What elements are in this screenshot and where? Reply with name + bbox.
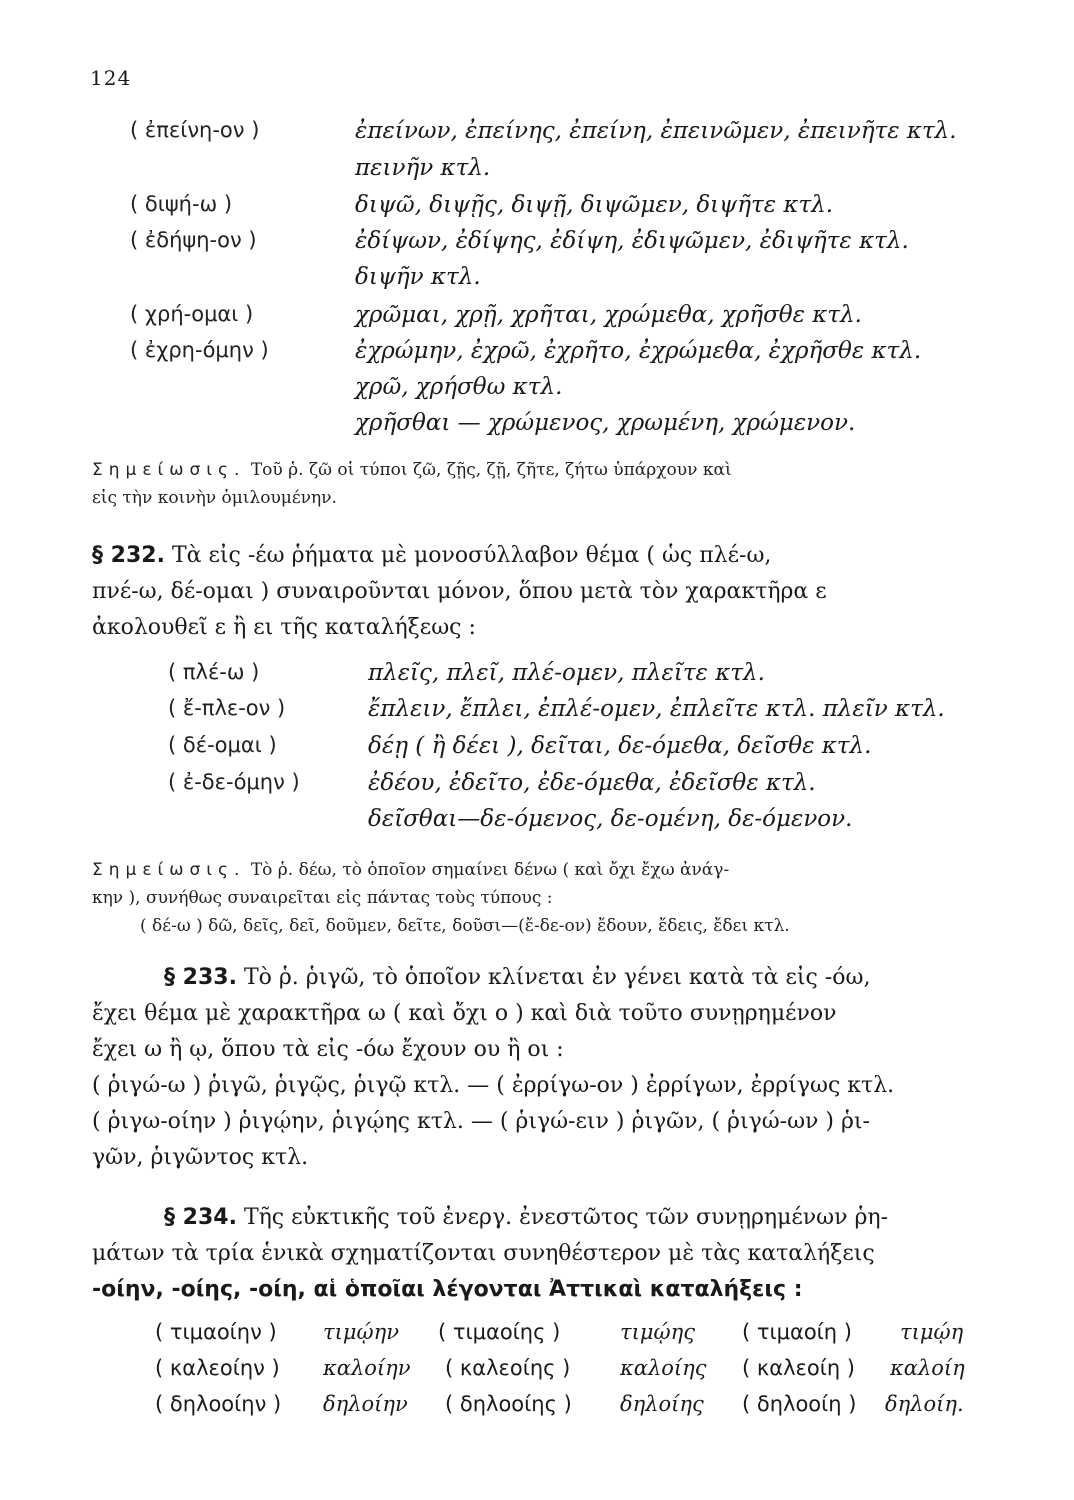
section-text: μάτων τὰ τρία ἑνικὰ σχηματίζονται συνηθέστερον μὲ τὰς καταλήξεις — [92, 1241, 875, 1266]
table-cell: ( καλεοίης ) — [445, 1356, 571, 1380]
section-text: Τὰ εἰς -έω ῥήματα μὲ μονοσύλλαβον θέμα ( ὡς πλέ-ω, — [171, 543, 772, 568]
section-text: ἀκολουθεῖ ε ἢ ει τῆς καταλήξεως : — [92, 615, 476, 640]
table-cell: ( καλεοίη ) — [742, 1356, 855, 1380]
note-2 — [92, 856, 790, 940]
conj-forms: πλεῖς, πλεῖ, πλέ-ομεν, πλεῖτε κτλ. — [368, 660, 765, 686]
conj-forms: δέῃ ( ἢ δέει ), δεῖται, δε-όμεθα, δεῖσθε κτλ. — [368, 733, 872, 759]
section-number: § 233. — [164, 965, 237, 990]
section-text: Τὸ ῥ. ῥιγῶ, τὸ ὁποῖον κλίνεται ἐν γένει κατὰ τὰ εἰς -όω, — [243, 965, 871, 990]
table-cell: καλοίη — [890, 1356, 965, 1380]
table-cell: ( δηλοοίης ) — [445, 1392, 572, 1416]
table-cell: ( καλεοίην ) — [155, 1356, 280, 1380]
section-234 — [92, 1200, 974, 1308]
table-cell: ( δηλοοίη ) — [742, 1392, 857, 1416]
section-text: ( ῥιγω-οίην ) ῥιγῴην, ῥιγῴης κτλ. — ( ῥιγώ-ειν ) ῥιγῶν, ( ῥιγώ-ων ) ῥι- — [92, 1109, 870, 1134]
note-lead: Σημείωσις. — [92, 860, 246, 880]
conj-label: ( ἐπείνη-ον ) — [130, 118, 260, 142]
section-number: § 232. — [92, 543, 165, 568]
section-text: ( ῥιγώ-ω ) ῥιγῶ, ῥιγῷς, ῥιγῷ κτλ. — ( ἐρρίγω-ον ) ἐρρίγων, ἐρρίγως κτλ. — [92, 1073, 895, 1098]
conj-forms: χρῆσθαι — χρώμενος, χρωμένη, χρώμενον. — [355, 410, 856, 436]
table-cell: ( δηλοοίην ) — [155, 1392, 282, 1416]
table-cell: καλοίην — [323, 1356, 411, 1380]
note-text: Τοῦ ῥ. ζῶ οἱ τύποι ζῶ, ζῇς, ζῇ, ζῆτε, ζήτω ὑπάρχουν καὶ — [250, 460, 732, 480]
conj-label: ( διψή-ω ) — [130, 192, 233, 216]
conj-label: ( χρή-ομαι ) — [130, 302, 254, 326]
table-cell: ( τιμαοίη ) — [742, 1320, 852, 1344]
table-cell: τιμῴης — [620, 1320, 695, 1344]
note-text: Τὸ ῥ. δέω, τὸ ὁποῖον σημαίνει δένω ( καὶ ὄχι ἔχω ἀνάγ- — [250, 860, 730, 880]
section-text: γῶν, ῥιγῶντος κτλ. — [92, 1145, 309, 1170]
conj-forms: χρῶ, χρήσθω κτλ. — [355, 374, 563, 400]
table-cell: ( τιμαοίην ) — [155, 1320, 277, 1344]
conj-forms: χρῶμαι, χρῇ, χρῆται, χρώμεθα, χρῆσθε κτλ. — [355, 302, 862, 328]
section-233 — [92, 960, 974, 1176]
section-text: πνέ-ω, δέ-ομαι ) συναιροῦνται μόνον, ὅπου μετὰ τὸν χαρακτῆρα ε — [92, 579, 827, 604]
note-lead: Σημείωσις. — [92, 460, 246, 480]
section-text: -οίην, -οίης, -οίη, αἱ ὁποῖαι λέγονται Ἀττικαὶ καταλήξεις : — [92, 1277, 803, 1302]
note-1 — [92, 456, 732, 512]
table-cell: δηλοίη. — [885, 1392, 964, 1416]
table-cell: δηλοίην — [323, 1392, 408, 1416]
conj-label: ( ἐδήψη-ον ) — [130, 228, 257, 252]
page-number: 124 — [90, 66, 132, 90]
conj-forms: διψῆν κτλ. — [355, 264, 481, 290]
section-text: Τῆς εὐκτικῆς τοῦ ἐνεργ. ἐνεστῶτος τῶν συνῃρημένων ῥη- — [243, 1205, 889, 1230]
conj-forms: ἐδίψων, ἐδίψης, ἐδίψη, ἐδιψῶμεν, ἐδιψῆτε κτλ. — [355, 228, 909, 254]
conj-forms: δεῖσθαι—δε-όμενος, δε-ομένη, δε-όμενον. — [368, 806, 853, 832]
table-cell: τιμῴην — [323, 1320, 399, 1344]
conj-forms: διψῶ, διψῇς, διψῇ, διψῶμεν, διψῆτε κτλ. — [355, 192, 834, 218]
conj-label: ( ἐχρη-όμην ) — [130, 338, 269, 362]
section-text: ἔχει ω ἢ ῳ, ὅπου τὰ εἰς -όω ἔχουν ου ἢ οι : — [92, 1037, 564, 1062]
conj-forms: ἐχρώμην, ἐχρῶ, ἐχρῆτο, ἐχρώμεθα, ἐχρῆσθε κτλ. — [355, 338, 922, 364]
conj-label: ( ἐ-δε-όμην ) — [168, 770, 300, 794]
conj-forms: πεινῆν κτλ. — [355, 155, 491, 181]
table-cell: ( τιμαοίης ) — [438, 1320, 561, 1344]
note-text: εἰς τὴν κοινὴν ὁμιλουμένην. — [92, 488, 337, 508]
section-text: ἔχει θέμα μὲ χαρακτῆρα ω ( καὶ ὄχι ο ) καὶ διὰ τοῦτο συνῃρημένον — [92, 1001, 837, 1026]
conj-forms: ἔπλειν, ἔπλει, ἐπλέ-ομεν, ἐπλεῖτε κτλ. πλεῖν κτλ. — [368, 696, 945, 722]
table-cell: τιμῴη — [900, 1320, 964, 1344]
conj-forms: ἐδέου, ἐδεῖτο, ἐδε-όμεθα, ἐδεῖσθε κτλ. — [368, 770, 816, 796]
conj-label: ( πλέ-ω ) — [168, 660, 260, 684]
conj-label: ( δέ-ομαι ) — [168, 733, 277, 757]
table-cell: καλοίης — [620, 1356, 707, 1380]
note-text: κην ), συνήθως συναιρεῖται εἰς πάντας τοὺς τύπους : — [92, 888, 553, 908]
conj-forms: ἐπείνων, ἐπείνης, ἐπείνη, ἐπεινῶμεν, ἐπεινῆτε κτλ. — [355, 118, 957, 144]
note-text: ( δέ-ω ) δῶ, δεῖς, δεῖ, δοῦμεν, δεῖτε, δοῦσι—(ἔ-δε-ον) ἔδουν, ἔδεις, ἔδει κτλ. — [140, 916, 790, 936]
section-232 — [92, 538, 974, 646]
table-cell: δηλοίης — [620, 1392, 704, 1416]
conj-label: ( ἔ-πλε-ον ) — [168, 696, 286, 720]
section-number: § 234. — [164, 1205, 237, 1230]
